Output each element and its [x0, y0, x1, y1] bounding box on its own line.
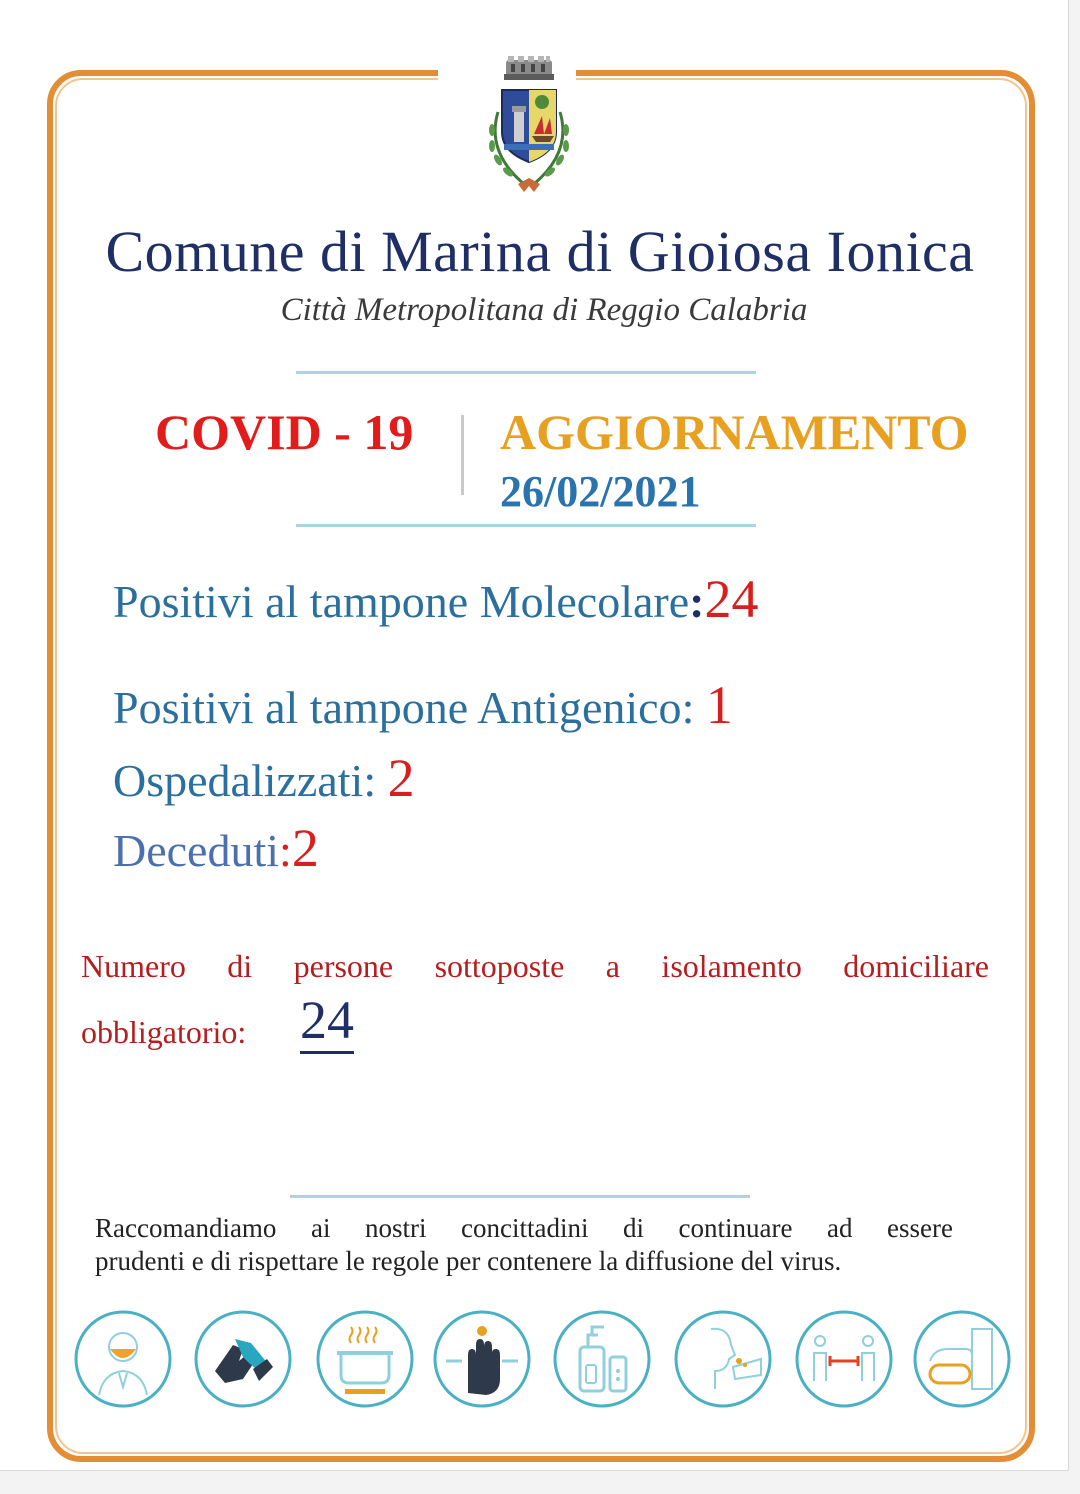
sneeze-icon — [673, 1309, 773, 1409]
page-subtitle: Città Metropolitana di Reggio Calabria — [280, 292, 808, 328]
heading-separator — [461, 415, 464, 495]
handshake-icon — [193, 1309, 293, 1409]
stat-label: Deceduti — [113, 825, 280, 876]
stat-sep: : — [689, 576, 705, 627]
stat-sep: : — [279, 825, 292, 876]
boiling-pot-icon — [315, 1309, 415, 1409]
municipal-crest-icon — [478, 52, 580, 200]
recommendation-line1: Raccomandiamo ai nostri concittadini di continuare ad essere — [95, 1213, 953, 1243]
stat-value: 2 — [291, 818, 319, 878]
stat-sep: : — [363, 755, 388, 806]
stat-deceased — [113, 817, 319, 879]
stat-label: Positivi al tampone Molecolare — [113, 576, 690, 627]
update-date: 26/02/2021 — [500, 467, 701, 516]
soap-icon — [912, 1309, 1012, 1409]
mask-icon — [73, 1309, 173, 1409]
stat-molecular — [113, 568, 758, 630]
stat-value: 2 — [387, 748, 415, 808]
stat-label: Positivi al tampone Antigenico — [113, 682, 682, 733]
isolation-text-line1: Numero di persone sottoposte a isolamento domiciliare — [81, 948, 989, 984]
stat-antigenic — [113, 674, 733, 736]
social-distance-icon — [794, 1309, 894, 1409]
isolation-text-line2: obbligatorio: — [81, 1014, 247, 1050]
covid-heading: COVID - 19 — [155, 404, 414, 460]
isolation-value: 24 — [300, 993, 354, 1054]
divider — [290, 1195, 750, 1198]
stat-value: 1 — [705, 675, 733, 735]
stat-value: 24 — [704, 569, 759, 629]
stat-label: Ospedalizzati — [113, 755, 364, 806]
page-title: Comune di Marina di Gioiosa Ionica — [105, 219, 975, 284]
sanitizer-icon — [552, 1309, 652, 1409]
stat-sep: : — [681, 682, 706, 733]
divider — [296, 524, 756, 527]
update-heading: AGGIORNAMENTO — [500, 404, 969, 460]
recommendation-line2: prudenti e di rispettare le regole per contenere la diffusione del virus. — [95, 1246, 842, 1276]
stat-hospitalized — [113, 747, 415, 809]
divider — [296, 371, 756, 374]
hand-wash-icon — [432, 1309, 532, 1409]
